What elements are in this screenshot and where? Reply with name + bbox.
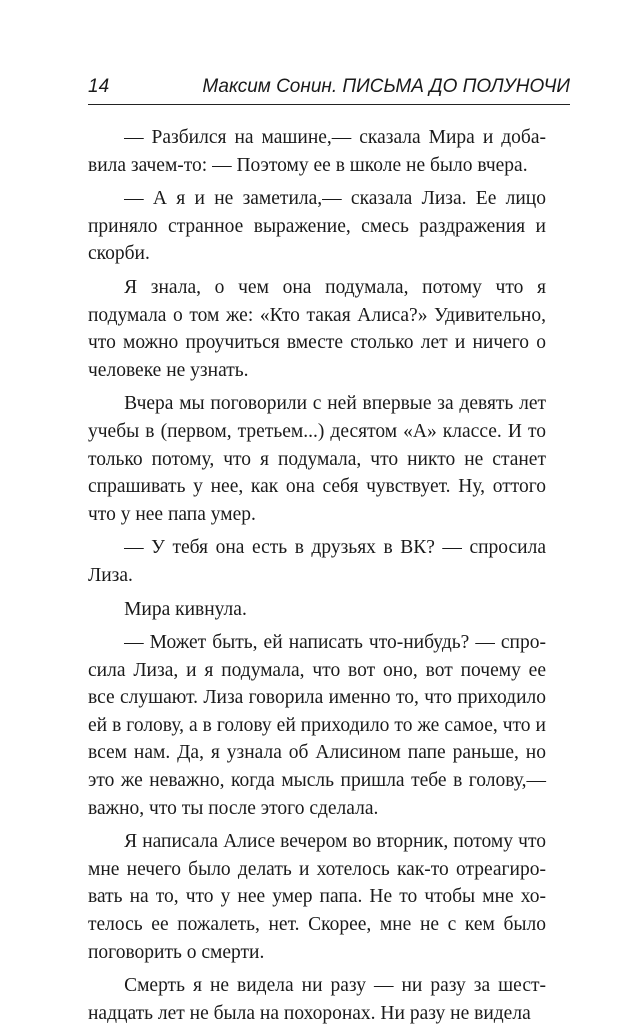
page-body <box>88 124 546 1033</box>
paragraph: Я написала Алисе вечером во вторник, потому что мне нечего было делать и хотелось как-то отреагировать на то, что у нее умер папа. Не то чтобы мне хотелось ее пожалеть, нет. Скорее, мне не с кем было поговорить о смерти. <box>88 831 546 963</box>
paragraph: Я знала, о чем она подумала, потому что я подумала о том же: «Кто такая Алиса?» Удивительно, что можно проучиться вместе столько лет и ничего о человеке не узнать. <box>88 276 546 381</box>
running-title: Максим Сонин. ПИСЬМА ДО ПОЛУНОЧИ <box>202 76 570 97</box>
paragraph: — У тебя она есть в друзьях в ВК? — спросила Лиза. <box>88 537 546 586</box>
page-number: 14 <box>88 76 110 97</box>
page-header <box>88 74 570 105</box>
paragraph: Смерть я не видела ни разу — ни разу за шестнадцать лет не была на похоронах. Ни разу не видела <box>88 975 546 1024</box>
paragraph: — Разбился на машине,— сказала Мира и добавила зачем-то: — Поэтому ее в школе не было вчера. <box>88 127 546 176</box>
paragraph: Вчера мы поговорили с ней впервые за девять лет учебы в (первом, третьем...) десятом «А» классе. И то только потому, что я подумала, что никто не станет спрашивать у нее, как она себя чувствует. Ну, оттого что у нее папа умер. <box>88 393 546 525</box>
paragraph: — Может быть, ей написать что-нибудь? — спросила Лиза, и я подумала, что вот оно, вот почему ее все слушают. Лиза говорила именно то, что приходило ей в голову, а в голову ей приходило то же самое, что и всем нам. Да, я узнала об Алисином папе раньше, но это же неважно, когда мысль пришла тебе в голову,— важно, что ты после этого сделала. <box>88 632 546 819</box>
paragraph: Мира кивнула. <box>124 598 247 620</box>
paragraph: — А я и не заметила,— сказала Лиза. Ее лицо приняло странное выражение, смесь раздражения и скорби. <box>88 188 546 265</box>
